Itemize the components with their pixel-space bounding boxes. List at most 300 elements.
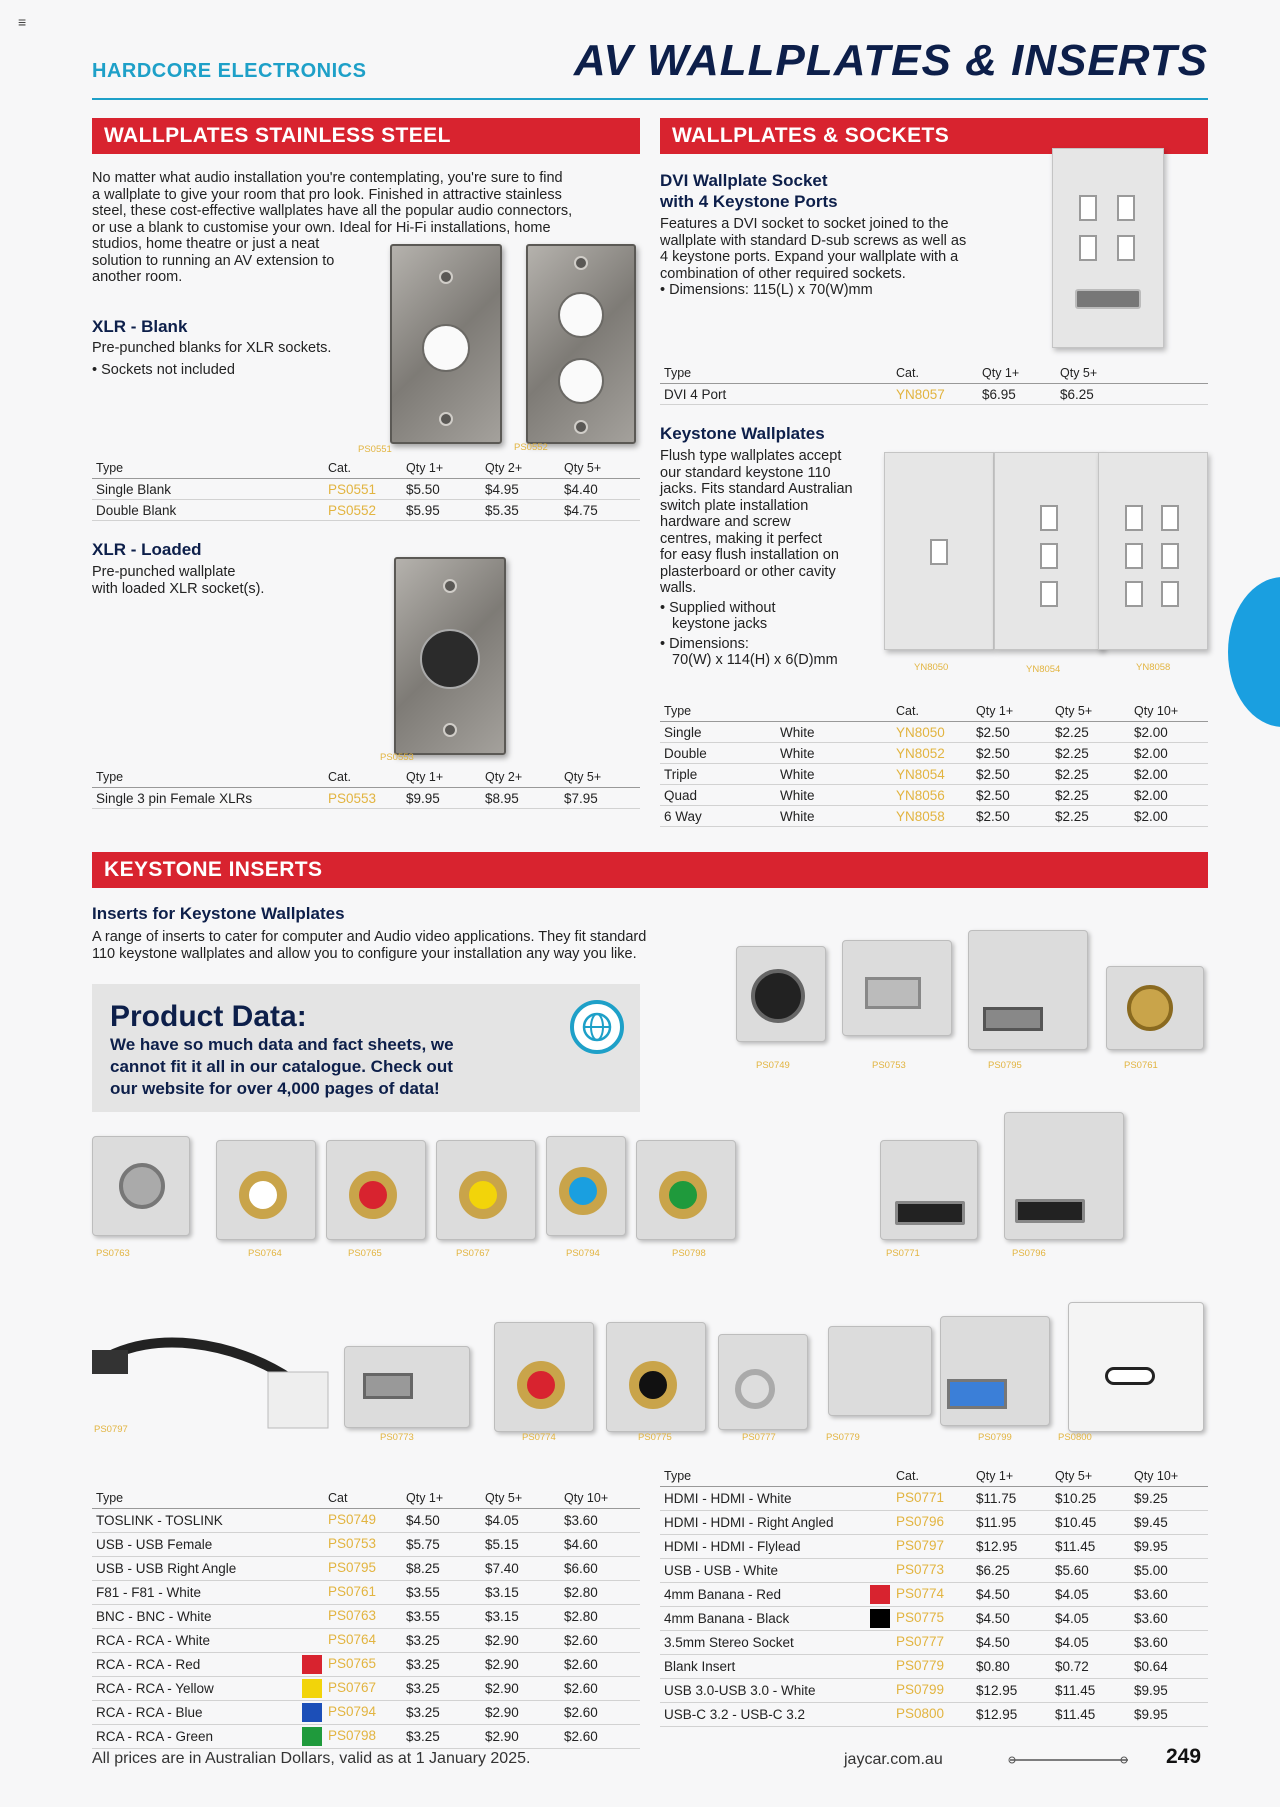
cell-type: BNC - BNC - White [92, 1605, 324, 1629]
hdmi-insert-image [880, 1140, 978, 1240]
screw [574, 256, 588, 270]
cat-code[interactable]: PS0767 [328, 1680, 377, 1696]
table-row [660, 764, 1208, 785]
cat-code[interactable]: PS0795 [328, 1560, 377, 1576]
colour-swatch [302, 1679, 322, 1698]
cell-price: $2.60 [560, 1653, 640, 1677]
image-label: PS0775 [638, 1432, 672, 1443]
cell-type: Triple [660, 764, 776, 785]
col-header: Cat. [324, 767, 402, 788]
cell-colour: White [776, 785, 892, 806]
desc-line: hardware and screw [660, 514, 791, 530]
cell-price: $4.60 [560, 1533, 640, 1557]
intro-line: another room. [92, 269, 183, 285]
rca-blue-insert-image [546, 1136, 626, 1236]
rca-white-insert-image [216, 1140, 316, 1240]
section-bar-inserts: KEYSTONE INSERTS [92, 852, 1208, 888]
table-row [92, 1701, 640, 1725]
cell-type: HDMI - HDMI - White [660, 1487, 892, 1511]
dvi-wallplate-image [1052, 148, 1164, 348]
cat-code[interactable]: PS0764 [328, 1632, 377, 1648]
rca-red-insert-image [326, 1140, 426, 1240]
cell-price: $7.95 [560, 788, 640, 809]
cell-cat[interactable] [892, 1559, 972, 1583]
usb-right-angle-insert-image [968, 930, 1088, 1050]
cell-type: USB - USB Female [92, 1533, 324, 1557]
cell-cat[interactable] [892, 1655, 972, 1679]
cell-price: $4.50 [402, 1509, 481, 1533]
intro-line: or use a blank to customise your own. Ideal for Hi-Fi installations, home [92, 219, 551, 236]
desc-line: 4 keystone ports. Expand your wallplate with a [660, 249, 959, 265]
desc-line: Pre-punched wallplate [92, 564, 236, 580]
cell-type: RCA - RCA - Yellow [92, 1677, 324, 1701]
desc-line: Features a DVI socket to socket joined to the [660, 216, 949, 232]
cell-type: RCA - RCA - Red [92, 1653, 324, 1677]
cat-code[interactable]: PS0796 [896, 1514, 945, 1530]
table-row [92, 1677, 640, 1701]
dvi-table [660, 363, 1208, 405]
col-header: Type [660, 1466, 892, 1487]
cell-type: 6 Way [660, 806, 776, 827]
intro-line: No matter what audio installation you're contemplating, you're sure to find [92, 170, 563, 186]
image-label: PS0767 [456, 1248, 490, 1259]
cat-code[interactable]: PS0775 [896, 1610, 945, 1626]
jack [239, 1171, 287, 1219]
desc-line: 110 keystone wallplates and allow you to configure your installation any way you like. [92, 945, 637, 962]
cell-price: $2.90 [481, 1725, 560, 1749]
cell-cat[interactable] [892, 1511, 972, 1535]
cell-price: $2.25 [1051, 743, 1130, 764]
intro-line: steel, these cost-effective wallplates have all the popular audio connectors, [92, 203, 573, 219]
cell-price: $11.45 [1051, 1535, 1130, 1559]
image-label: PS0552 [514, 442, 548, 453]
image-label: PS0553 [380, 752, 414, 763]
keystone-desc [660, 448, 853, 669]
product-data-title: Product Data: [110, 1000, 307, 1033]
cat-code[interactable]: PS0797 [896, 1538, 945, 1554]
cell-cat[interactable] [892, 1487, 972, 1511]
hdmi-plug [92, 1350, 128, 1374]
cell-cat[interactable] [324, 1533, 402, 1557]
cell-type: USB - USB - White [660, 1559, 892, 1583]
table-row [660, 1511, 1208, 1535]
menu-icon[interactable]: ≡ [18, 14, 27, 30]
cell-price: $3.15 [481, 1581, 560, 1605]
col-header: Qty 2+ [481, 458, 560, 479]
cell-price: $4.50 [972, 1607, 1051, 1631]
cell-price: $2.00 [1130, 785, 1208, 806]
col-header: Type [92, 1488, 324, 1509]
keystone-port [930, 539, 948, 565]
cell-price: $0.80 [972, 1655, 1051, 1679]
cell-price: $9.95 [1130, 1703, 1208, 1727]
table-row [92, 1629, 640, 1653]
cat-code[interactable]: PS0800 [896, 1706, 945, 1722]
cell-cat[interactable] [892, 1535, 972, 1559]
image-label: PS0774 [522, 1432, 556, 1443]
cell-cat[interactable] [324, 1581, 402, 1605]
cat-code[interactable]: PS0799 [896, 1682, 945, 1698]
cell-price: $3.60 [1130, 1607, 1208, 1631]
table-row [660, 1631, 1208, 1655]
keystone-port [1161, 505, 1179, 531]
cell-type: USB-C 3.2 - USB-C 3.2 [660, 1703, 892, 1727]
cell-cat[interactable]: YN8054 [892, 764, 972, 785]
table-row [92, 479, 640, 500]
image-label: PS0795 [988, 1060, 1022, 1071]
table-row [660, 1607, 1208, 1631]
cell-price: $4.05 [1051, 1607, 1130, 1631]
brand-label: HARDCORE ELECTRONICS [92, 60, 367, 82]
usb-port [983, 1007, 1043, 1031]
cell-type: RCA - RCA - White [92, 1629, 324, 1653]
cat-code[interactable]: PS0763 [328, 1608, 377, 1624]
cell-type: Double [660, 743, 776, 764]
cell-cat[interactable] [324, 1629, 402, 1653]
cell-price: $3.15 [481, 1605, 560, 1629]
cell-type: 4mm Banana - Black [660, 1607, 892, 1631]
table-row [660, 1703, 1208, 1727]
screw [439, 412, 453, 426]
cell-cat[interactable] [324, 1509, 402, 1533]
table-row [92, 1557, 640, 1581]
cell-type: Quad [660, 785, 776, 806]
image-label: PS0773 [380, 1432, 414, 1443]
cell-cat[interactable] [892, 1679, 972, 1703]
cell-price: $2.60 [560, 1629, 640, 1653]
screw [443, 723, 457, 737]
xlr-cutout [558, 292, 604, 338]
cell-type: Single 3 pin Female XLRs [92, 788, 324, 809]
table-header [660, 701, 1208, 722]
table-row [660, 1487, 1208, 1511]
usbc-port [1105, 1367, 1155, 1385]
keystone-port [1125, 581, 1143, 607]
image-label: PS0798 [672, 1248, 706, 1259]
insert-body [268, 1372, 328, 1428]
usb-port [865, 977, 921, 1009]
col-header: Qty 5+ [481, 1488, 560, 1509]
cell-colour: White [776, 806, 892, 827]
desc-line: A range of inserts to cater for computer and Audio video applications. They fit standard [92, 929, 647, 945]
dvi-title [660, 170, 838, 212]
col-header: Type [660, 701, 776, 722]
desc-line: wallplate with standard D-sub screws as well as [660, 232, 967, 249]
col-header: Cat. [892, 363, 978, 384]
cell-cat[interactable] [324, 1701, 402, 1725]
keystone-port [1125, 543, 1143, 569]
inserts-desc [92, 929, 646, 962]
cell-price: $2.60 [560, 1725, 640, 1749]
globe-svg [574, 1004, 620, 1050]
cell-price: $2.90 [481, 1629, 560, 1653]
table-row [660, 722, 1208, 743]
double-blank-plate-image [526, 244, 636, 444]
keystone-port [1117, 235, 1135, 261]
cell-price: $11.45 [1051, 1703, 1130, 1727]
inserts-table-right [660, 1466, 1208, 1727]
image-label: PS0753 [872, 1060, 906, 1071]
section-bar-sockets: WALLPLATES & SOCKETS [660, 118, 1208, 154]
page-title: AV WALLPLATES & INSERTS [573, 36, 1208, 85]
image-label: PS0771 [886, 1248, 920, 1259]
image-label: PS0764 [248, 1248, 282, 1259]
cell-price: $2.50 [972, 764, 1051, 785]
jack [1127, 985, 1173, 1031]
cell-price: $0.72 [1051, 1655, 1130, 1679]
screw [439, 270, 453, 284]
jack [559, 1167, 607, 1215]
cat-code[interactable]: PS0773 [896, 1562, 945, 1578]
cell-cat[interactable]: PS0552 [324, 500, 402, 521]
cell-cat[interactable] [324, 1605, 402, 1629]
toslink-insert-image [736, 946, 826, 1042]
cell-cat[interactable] [324, 1725, 402, 1749]
cell-type: USB - USB Right Angle [92, 1557, 324, 1581]
table-row [660, 1583, 1208, 1607]
col-header: Qty 1+ [402, 458, 481, 479]
table-row [660, 806, 1208, 827]
table-row [660, 1655, 1208, 1679]
cell-price: $3.25 [402, 1677, 481, 1701]
cell-type: RCA - RCA - Blue [92, 1701, 324, 1725]
cell-type: USB 3.0-USB 3.0 - White [660, 1679, 892, 1703]
usb3-port [947, 1379, 1007, 1409]
xlr-socket [420, 629, 480, 689]
xlr-loaded-title: XLR - Loaded [92, 540, 202, 559]
cat-code[interactable]: PS0753 [328, 1536, 377, 1552]
cell-price: $4.40 [560, 479, 640, 500]
cat-code[interactable]: PS0774 [896, 1586, 945, 1602]
cell-cat[interactable] [892, 1583, 972, 1607]
intro-line: studios, home theatre or just a neat [92, 236, 320, 252]
cell-colour: White [776, 764, 892, 785]
cell-price: $4.50 [972, 1583, 1051, 1607]
cell-price: $3.25 [402, 1701, 481, 1725]
cell-price: $11.75 [972, 1487, 1051, 1511]
table-row [92, 788, 640, 809]
screw [574, 420, 588, 434]
cell-price: $2.25 [1051, 806, 1130, 827]
cell-price: $5.15 [481, 1533, 560, 1557]
cell-price: $5.75 [402, 1533, 481, 1557]
cell-cat[interactable] [324, 1677, 402, 1701]
col-header: Qty 1+ [978, 363, 1056, 384]
cell-cat[interactable] [892, 1703, 972, 1727]
desc-line: jacks. Fits standard Australian [660, 481, 853, 497]
usb-port [363, 1373, 413, 1399]
cell-cat[interactable] [892, 1631, 972, 1655]
table-row [660, 1535, 1208, 1559]
table-row [92, 1581, 640, 1605]
cell-price: $2.25 [1051, 785, 1130, 806]
cell-cat[interactable]: YN8058 [892, 806, 972, 827]
image-label: PS0761 [1124, 1060, 1158, 1071]
cell-cat[interactable]: YN8052 [892, 743, 972, 764]
dvi-connector [1075, 289, 1141, 309]
keystone-6way-image [1098, 452, 1208, 650]
section-bar-stainless: WALLPLATES STAINLESS STEEL [92, 118, 640, 154]
usb-white-insert-image [344, 1346, 470, 1428]
colour-swatch [302, 1655, 322, 1674]
jack [517, 1361, 565, 1409]
cell-price: $4.75 [560, 500, 640, 521]
title-line: DVI Wallplate Socket [660, 171, 828, 190]
col-header: Qty 10+ [560, 1488, 640, 1509]
cat-code[interactable]: PS0765 [328, 1656, 377, 1672]
cell-price: $2.50 [972, 722, 1051, 743]
cell-cat[interactable]: YN8057 [892, 384, 978, 405]
cell-type: Single [660, 722, 776, 743]
table-row [660, 743, 1208, 764]
f81-insert-image [1106, 966, 1204, 1050]
product-data-box[interactable] [92, 984, 640, 1112]
cell-cat[interactable]: YN8056 [892, 785, 972, 806]
cell-price: $0.64 [1130, 1655, 1208, 1679]
col-header: Type [92, 458, 324, 479]
cat-code[interactable]: PS0779 [896, 1658, 945, 1674]
keystone-triple-image [994, 452, 1104, 650]
cell-type: DVI 4 Port [660, 384, 892, 405]
keystone-port [1040, 543, 1058, 569]
table-row [660, 1679, 1208, 1703]
col-header: Cat [324, 1488, 402, 1509]
cell-colour: White [776, 722, 892, 743]
keystone-port [1079, 235, 1097, 261]
cell-price: $2.50 [972, 785, 1051, 806]
keystone-port [1161, 581, 1179, 607]
cell-price: $2.90 [481, 1677, 560, 1701]
col-header: Qty 5+ [560, 767, 640, 788]
cell-price: $12.95 [972, 1703, 1051, 1727]
desc-line: combination of other required sockets. [660, 265, 906, 282]
table-header [92, 1488, 640, 1509]
cell-cat[interactable] [324, 1557, 402, 1581]
cell-price: $8.95 [481, 788, 560, 809]
rca-green-insert-image [636, 1140, 736, 1240]
jack [459, 1171, 507, 1219]
cell-price: $5.50 [402, 479, 481, 500]
cell-price: $9.95 [1130, 1679, 1208, 1703]
image-label: PS0800 [1058, 1432, 1092, 1443]
cell-price: $3.60 [1130, 1631, 1208, 1655]
section-tab-marker [1228, 577, 1280, 727]
cell-price: $4.05 [1051, 1583, 1130, 1607]
image-label: PS0799 [978, 1432, 1012, 1443]
page-number: 249 [1166, 1745, 1202, 1768]
desc-line: switch plate installation [660, 497, 809, 514]
cat-code[interactable]: PS0749 [328, 1512, 377, 1528]
cat-code[interactable]: PS0798 [328, 1728, 377, 1744]
text-line: our website for over 4,000 pages of data! [110, 1079, 440, 1098]
col-header: Qty 2+ [481, 767, 560, 788]
cell-cat[interactable]: PS0553 [324, 788, 402, 809]
cell-price: $4.05 [1051, 1631, 1130, 1655]
xlr-cutout [558, 358, 604, 404]
table-row [660, 785, 1208, 806]
dvi-desc [660, 216, 966, 299]
cell-price: $2.00 [1130, 806, 1208, 827]
cell-price: $4.05 [481, 1509, 560, 1533]
cell-price: $3.60 [1130, 1583, 1208, 1607]
xlr-loaded-table [92, 767, 640, 809]
cell-price: $12.95 [972, 1679, 1051, 1703]
col-header: Qty 1+ [972, 1466, 1051, 1487]
cell-price: $5.00 [1130, 1559, 1208, 1583]
desc-line: our standard keystone 110 [660, 464, 831, 481]
xlr-blank-bullet: • Sockets not included [92, 362, 235, 378]
cell-price: $3.55 [402, 1605, 481, 1629]
cat-code[interactable]: PS0761 [328, 1584, 377, 1600]
cell-price: $6.60 [560, 1557, 640, 1581]
keystone-single-image [884, 452, 994, 650]
inserts-table-left [92, 1488, 640, 1749]
globe-icon[interactable] [570, 1000, 624, 1054]
cell-price: $5.60 [1051, 1559, 1130, 1583]
desc-line: • Dimensions: 115(L) x 70(W)mm [660, 282, 873, 298]
cell-price: $2.80 [560, 1581, 640, 1605]
bullet-line: 70(W) x 114(H) x 6(D)mm [672, 652, 838, 668]
col-header: Qty 5+ [1056, 363, 1208, 384]
cell-cat[interactable] [324, 1653, 402, 1677]
stereo-socket-insert-image [718, 1334, 808, 1430]
slider-decoration-icon [1006, 1754, 1132, 1766]
inserts-title: Inserts for Keystone Wallplates [92, 904, 345, 923]
image-label: YN8050 [914, 662, 949, 673]
cat-code[interactable]: PS0794 [328, 1704, 377, 1720]
col-header [776, 701, 892, 722]
banana-black-insert-image [606, 1322, 706, 1432]
cell-price: $3.55 [402, 1581, 481, 1605]
hdmi-port [895, 1201, 965, 1225]
cell-price: $2.25 [1051, 764, 1130, 785]
image-label: PS0779 [826, 1432, 860, 1443]
desc-line: Flush type wallplates accept [660, 448, 842, 464]
keystone-port [1117, 195, 1135, 221]
table-row [660, 384, 1208, 405]
text-line: cannot fit it all in our catalogue. Check out [110, 1057, 453, 1076]
cell-price: $11.95 [972, 1511, 1051, 1535]
website-link[interactable]: jaycar.com.au [844, 1751, 943, 1768]
jack [349, 1171, 397, 1219]
image-label: PS0796 [1012, 1248, 1046, 1259]
cell-price: $11.45 [1051, 1679, 1130, 1703]
cell-type: RCA - RCA - Green [92, 1725, 324, 1749]
cell-type: TOSLINK - TOSLINK [92, 1509, 324, 1533]
jack [751, 969, 805, 1023]
cell-cat[interactable]: YN8050 [892, 722, 972, 743]
cell-type: 3.5mm Stereo Socket [660, 1631, 892, 1655]
cell-price: $2.00 [1130, 743, 1208, 764]
col-header: Qty 5+ [560, 458, 640, 479]
cell-type: Blank Insert [660, 1655, 892, 1679]
cell-cat[interactable]: PS0551 [324, 479, 402, 500]
cell-price: $3.25 [402, 1629, 481, 1653]
cell-cat[interactable] [892, 1607, 972, 1631]
cell-price: $2.60 [560, 1677, 640, 1701]
cat-code[interactable]: PS0777 [896, 1634, 945, 1650]
table-row [92, 1605, 640, 1629]
keystone-port [1040, 505, 1058, 531]
single-blank-plate-image [390, 244, 502, 444]
table-header [92, 458, 640, 479]
image-label: PS0794 [566, 1248, 600, 1259]
cat-code[interactable]: PS0771 [896, 1490, 945, 1506]
cell-price: $3.25 [402, 1725, 481, 1749]
cell-price: $10.25 [1051, 1487, 1130, 1511]
col-header: Qty 5+ [1051, 701, 1130, 722]
cell-price: $9.25 [1130, 1487, 1208, 1511]
